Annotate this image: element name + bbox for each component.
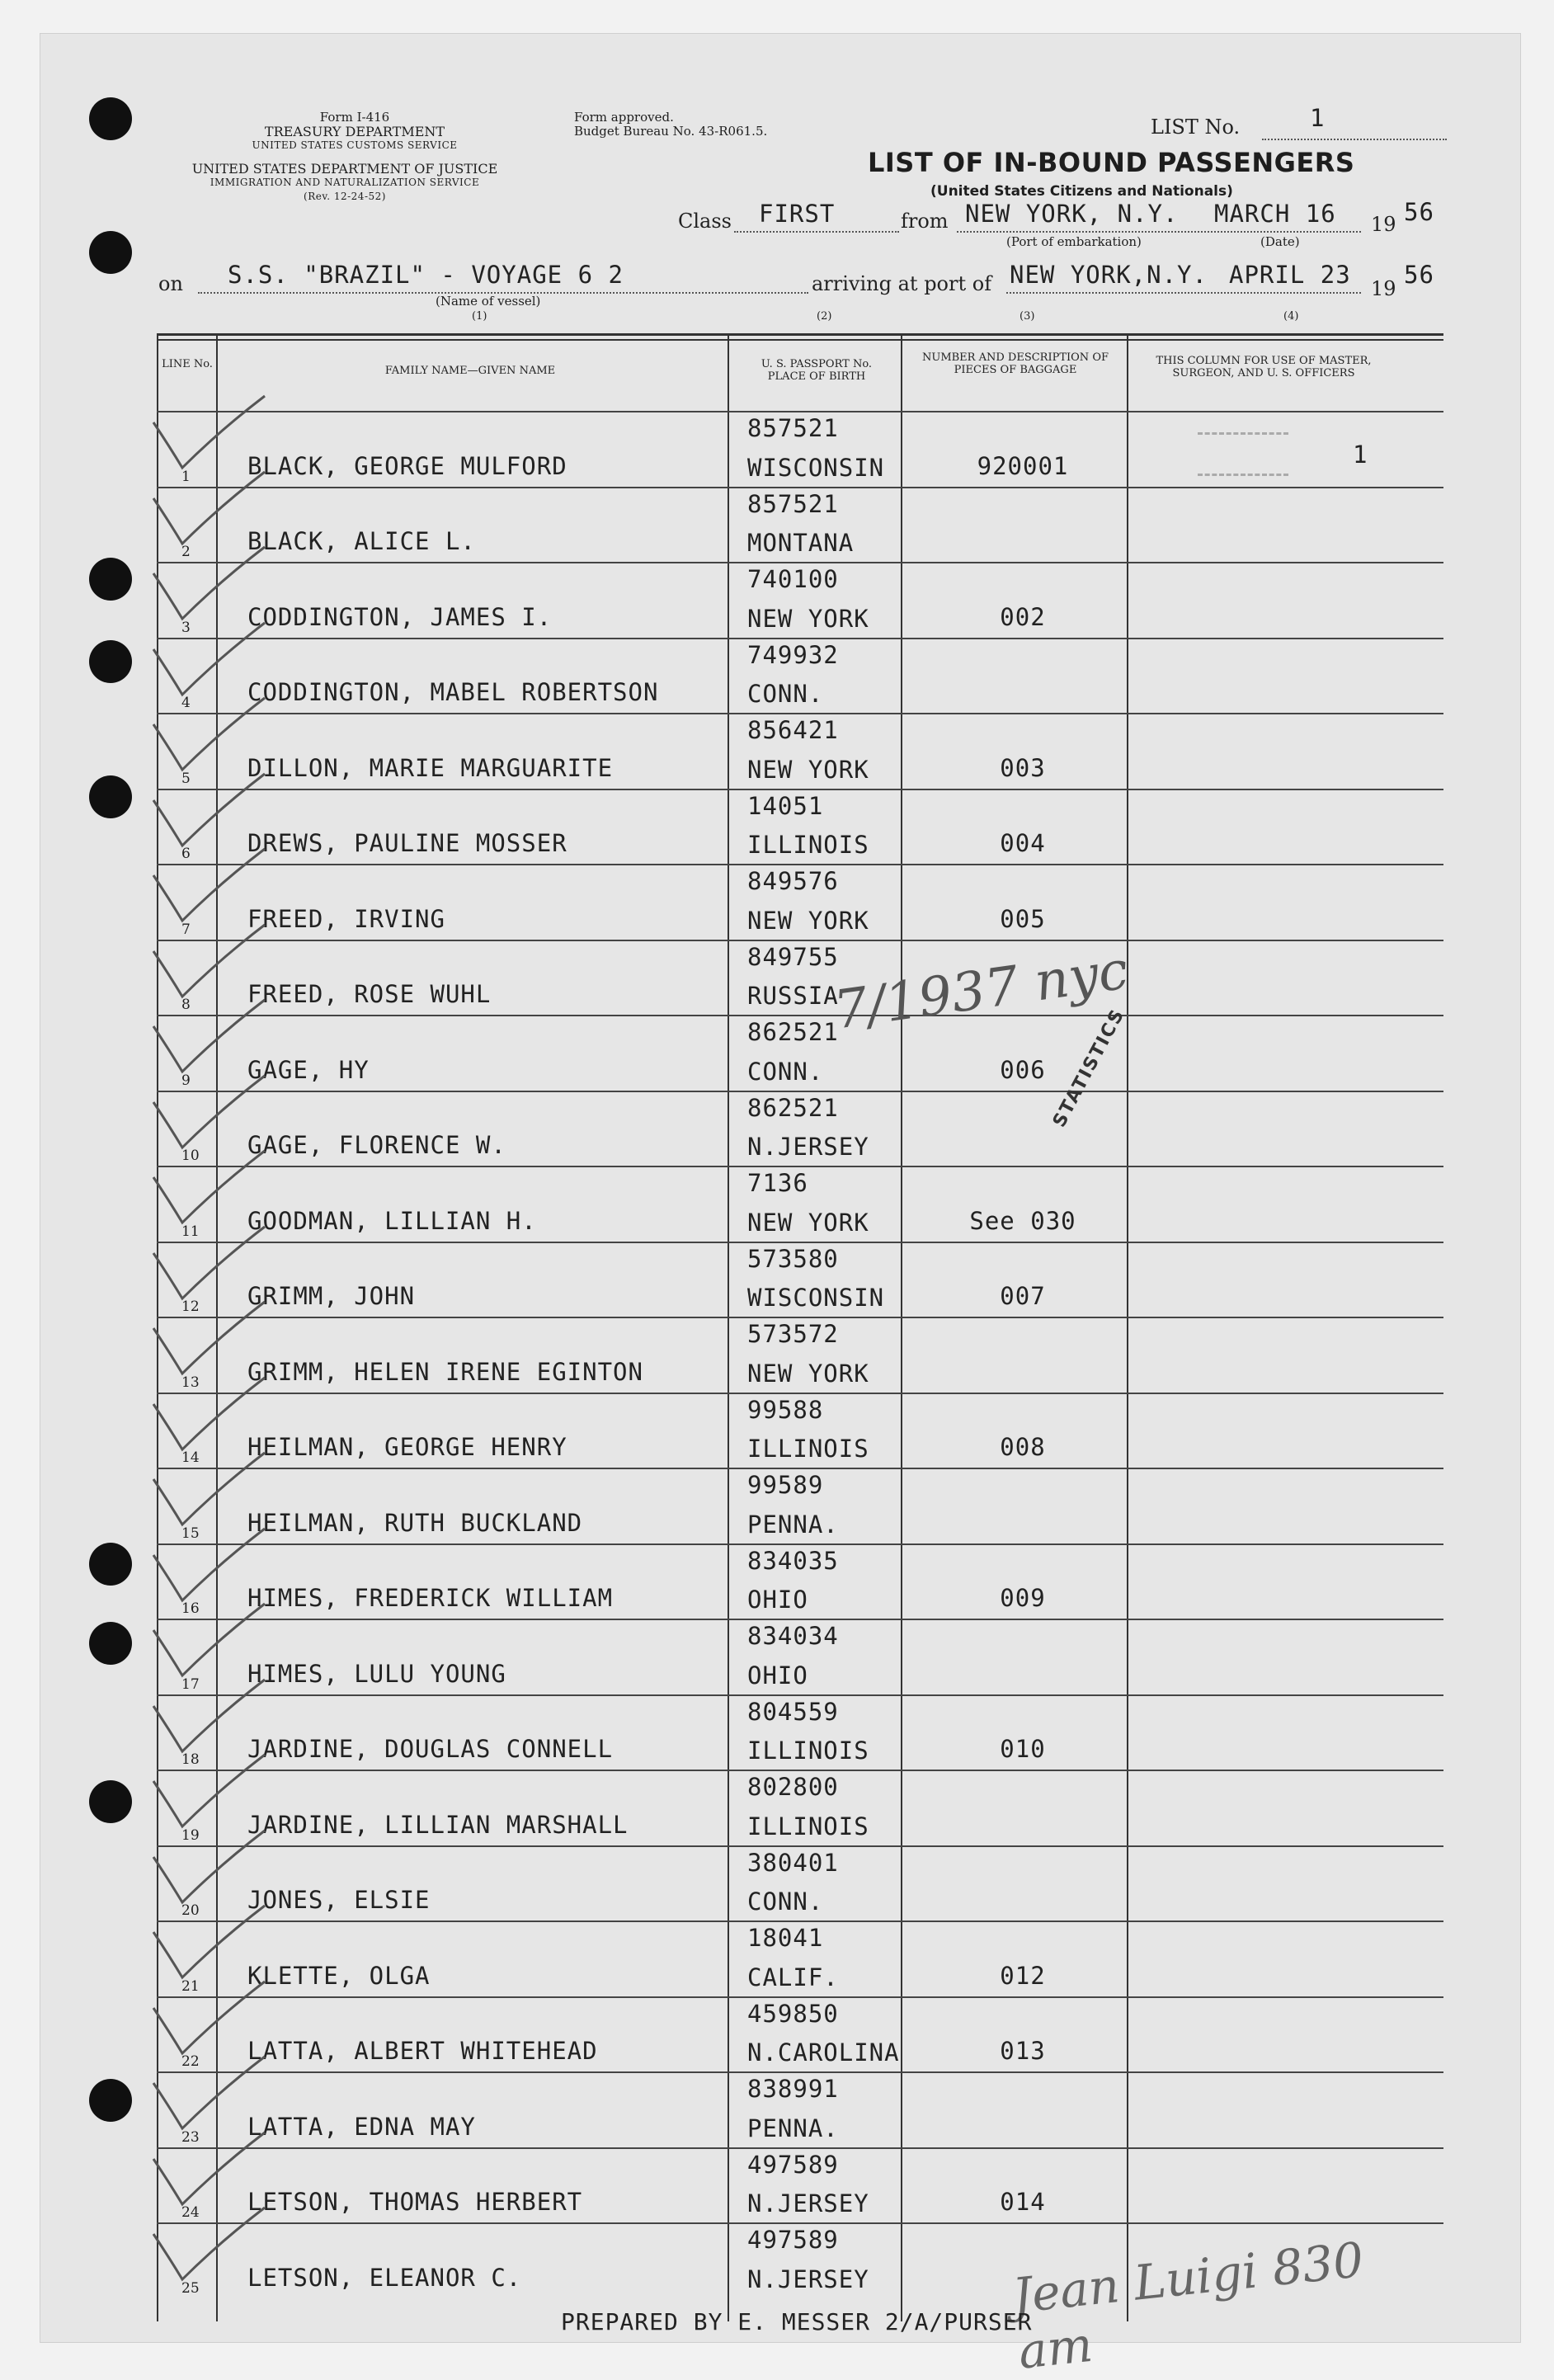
line-number: 3 bbox=[181, 619, 191, 636]
baggage-number: 003 bbox=[1000, 753, 1046, 782]
passenger-name: HIMES, LULU YOUNG bbox=[247, 1659, 506, 1688]
line-number: 22 bbox=[181, 2053, 200, 2070]
place-of-birth: NEW YORK bbox=[747, 604, 869, 633]
passport-number: 838991 bbox=[747, 2075, 839, 2103]
punch-hole bbox=[89, 1780, 132, 1823]
place-of-birth: OHIO bbox=[747, 1661, 808, 1690]
passport-number: 834035 bbox=[747, 1546, 839, 1575]
passenger-name: HEILMAN, RUTH BUCKLAND bbox=[247, 1508, 583, 1537]
punch-hole bbox=[89, 1622, 132, 1665]
passport-number: 857521 bbox=[747, 414, 839, 442]
baggage-number: 012 bbox=[1000, 1961, 1046, 1990]
passenger-name: JARDINE, LILLIAN MARSHALL bbox=[247, 1810, 629, 1839]
col-number-4: (4) bbox=[1283, 310, 1299, 323]
passport-number: 804559 bbox=[747, 1697, 839, 1726]
table-row bbox=[157, 1996, 1443, 2074]
passenger-name: DILLON, MARIE MARGUARITE bbox=[247, 753, 614, 782]
statistics-stamp: STATISTICS bbox=[1049, 1005, 1129, 1131]
prepared-by-footer: PREPARED BY E. MESSER 2/A/PURSER bbox=[561, 2308, 1033, 2335]
place-of-birth: N.CAROLINA bbox=[747, 2038, 900, 2067]
passenger-name: LATTA, ALBERT WHITEHEAD bbox=[247, 2037, 598, 2065]
passport-number: 849576 bbox=[747, 867, 839, 895]
baggage-number: 010 bbox=[1000, 1735, 1046, 1763]
punch-hole bbox=[89, 1543, 132, 1586]
line-number: 1 bbox=[181, 468, 191, 485]
vessel-caption: (Name of vessel) bbox=[436, 294, 541, 309]
table-row bbox=[157, 487, 1443, 564]
erased-mark bbox=[1198, 432, 1288, 441]
line-number: 6 bbox=[181, 846, 191, 862]
table-row bbox=[157, 562, 1443, 639]
form-header-left bbox=[231, 111, 478, 153]
place-of-birth: WISCONSIN bbox=[747, 453, 885, 482]
col-header-line: LINE No. bbox=[162, 358, 213, 370]
passenger-name: LETSON, THOMAS HERBERT bbox=[247, 2188, 583, 2216]
revision-date: (Rev. 12-24-52) bbox=[304, 191, 386, 202]
embark-port: NEW YORK, N.Y. bbox=[965, 200, 1179, 228]
col-header-name: FAMILY NAME—GIVEN NAME bbox=[384, 365, 556, 377]
line-number: 21 bbox=[181, 1977, 200, 1995]
punch-hole bbox=[89, 640, 132, 683]
baggage-number: See 030 bbox=[969, 1206, 1076, 1235]
passport-number: 749932 bbox=[747, 640, 839, 669]
line-number: 19 bbox=[181, 1826, 200, 1844]
form-approved: Form approved. bbox=[574, 110, 674, 125]
customs-service: UNITED STATES CUSTOMS SERVICE bbox=[252, 139, 458, 151]
passenger-name: GRIMM, JOHN bbox=[247, 1282, 416, 1310]
place-of-birth: WISCONSIN bbox=[747, 1284, 885, 1312]
place-of-birth: N.JERSEY bbox=[747, 1133, 869, 1161]
table-row bbox=[157, 789, 1443, 866]
table-row bbox=[157, 940, 1443, 1017]
passport-number: 380401 bbox=[747, 1848, 839, 1877]
passport-number: 740100 bbox=[747, 565, 839, 593]
place-of-birth: NEW YORK bbox=[747, 1208, 869, 1237]
place-of-birth: OHIO bbox=[747, 1586, 808, 1614]
table-row bbox=[157, 1845, 1443, 1923]
table-row bbox=[157, 1770, 1443, 1847]
table-row bbox=[157, 1166, 1443, 1243]
baggage-number: 920001 bbox=[977, 451, 1069, 480]
table-row bbox=[157, 1694, 1443, 1772]
col-number-3: (3) bbox=[1020, 310, 1035, 323]
class-label: Class bbox=[678, 210, 732, 233]
line-number: 5 bbox=[181, 770, 191, 787]
arrival-year: 56 bbox=[1404, 261, 1434, 289]
passenger-name: BLACK, GEORGE MULFORD bbox=[247, 451, 567, 480]
line-number: 15 bbox=[181, 1525, 200, 1542]
col-header-baggage: NUMBER AND DESCRIPTION OF PIECES OF BAGGAGE bbox=[921, 351, 1109, 376]
passenger-name: GRIMM, HELEN IRENE EGINTON bbox=[247, 1357, 643, 1386]
list-no-value: 1 bbox=[1310, 104, 1326, 132]
justice-dept: UNITED STATES DEPARTMENT OF JUSTICE bbox=[191, 161, 498, 177]
passport-number: 497589 bbox=[747, 2150, 839, 2179]
table-row bbox=[157, 1091, 1443, 1168]
line-number: 25 bbox=[181, 2279, 200, 2297]
baggage-number: 008 bbox=[1000, 1433, 1046, 1461]
page-title: LIST OF IN-BOUND PASSENGERS bbox=[868, 147, 1355, 178]
arriving-label: arriving at port of bbox=[812, 272, 992, 295]
punch-hole bbox=[89, 231, 132, 274]
passport-number: 849755 bbox=[747, 942, 839, 971]
place-of-birth: CALIF. bbox=[747, 1963, 839, 1991]
table-row bbox=[157, 638, 1443, 715]
year-prefix: 19 bbox=[1371, 213, 1396, 236]
table-row bbox=[157, 1242, 1443, 1319]
page-subtitle: (United States Citizens and Nationals) bbox=[930, 183, 1233, 200]
passport-number: 862521 bbox=[747, 1018, 839, 1046]
col-header-officers: THIS COLUMN FOR USE OF MASTER, SURGEON, AND U. S. OFFICERS bbox=[1156, 355, 1372, 379]
table-row bbox=[157, 1468, 1443, 1545]
table-row bbox=[157, 1015, 1443, 1092]
embark-date: MARCH 16 bbox=[1214, 200, 1336, 228]
col-header-passport: U. S. PASSPORT No. PLACE OF BIRTH bbox=[761, 358, 873, 383]
passenger-name: FREED, ROSE WUHL bbox=[247, 980, 492, 1008]
passenger-name: KLETTE, OLGA bbox=[247, 1961, 431, 1990]
passenger-name: FREED, IRVING bbox=[247, 904, 445, 933]
punch-hole bbox=[89, 97, 132, 140]
place-of-birth: ILLINOIS bbox=[747, 1812, 869, 1840]
line-number: 2 bbox=[181, 544, 191, 560]
passport-number: 459850 bbox=[747, 1999, 839, 2028]
passenger-name: CODDINGTON, JAMES I. bbox=[247, 602, 553, 631]
table-row bbox=[157, 864, 1443, 941]
line-number: 20 bbox=[181, 1902, 200, 1919]
place-of-birth: CONN. bbox=[747, 1057, 824, 1086]
table-row bbox=[157, 1543, 1443, 1621]
passenger-name: GAGE, HY bbox=[247, 1055, 370, 1084]
place-of-birth: PENNA. bbox=[747, 1510, 839, 1539]
place-of-birth: ILLINOIS bbox=[747, 1737, 869, 1765]
passport-number: 573572 bbox=[747, 1320, 839, 1348]
passport-number: 18041 bbox=[747, 1924, 824, 1952]
baggage-number: 002 bbox=[1000, 602, 1046, 631]
line-number: 16 bbox=[181, 1600, 200, 1617]
passport-number: 834034 bbox=[747, 1622, 839, 1650]
handwritten-note: 7/1937 nyc bbox=[830, 940, 1133, 1042]
line-number: 23 bbox=[181, 2128, 200, 2146]
baggage-number: 013 bbox=[1000, 2037, 1046, 2065]
erased-mark bbox=[1198, 474, 1288, 483]
on-label: on bbox=[158, 272, 183, 295]
place-of-birth: RUSSIA bbox=[747, 982, 839, 1010]
place-of-birth: CONN. bbox=[747, 1888, 824, 1916]
passenger-name: HEILMAN, GEORGE HENRY bbox=[247, 1433, 567, 1461]
baggage-number: 006 bbox=[1000, 1055, 1046, 1084]
arrival-date: APRIL 23 bbox=[1229, 261, 1351, 289]
place-of-birth: NEW YORK bbox=[747, 755, 869, 784]
passenger-name: BLACK, ALICE L. bbox=[247, 527, 476, 555]
table-row bbox=[157, 1619, 1443, 1696]
passport-number: 14051 bbox=[747, 791, 824, 820]
line-number: 17 bbox=[181, 1675, 200, 1693]
arrival-port: NEW YORK,N.Y. bbox=[1010, 261, 1208, 289]
line-number: 13 bbox=[181, 1374, 200, 1391]
passport-number: 856421 bbox=[747, 716, 839, 744]
list-no-label: LIST No. bbox=[1151, 115, 1241, 139]
line-number: 12 bbox=[181, 1298, 200, 1315]
passenger-name: LATTA, EDNA MAY bbox=[247, 2112, 476, 2141]
passport-number: 497589 bbox=[747, 2226, 839, 2254]
line-number: 9 bbox=[181, 1072, 191, 1089]
line-number: 7 bbox=[181, 921, 191, 938]
place-of-birth: NEW YORK bbox=[747, 906, 869, 935]
line-number: 24 bbox=[181, 2204, 200, 2221]
punch-hole bbox=[89, 775, 132, 818]
passenger-name: JARDINE, DOUGLAS CONNELL bbox=[247, 1735, 614, 1763]
passport-number: 7136 bbox=[747, 1169, 808, 1197]
vessel-name: S.S. "BRAZIL" - VOYAGE 6 2 bbox=[228, 261, 624, 289]
passenger-name: LETSON, ELEANOR C. bbox=[247, 2263, 522, 2292]
passport-number: 573580 bbox=[747, 1244, 839, 1273]
form-number: Form I-416 bbox=[319, 110, 390, 125]
baggage-number: 005 bbox=[1000, 904, 1046, 933]
passport-number: 862521 bbox=[747, 1093, 839, 1122]
passport-number: 857521 bbox=[747, 489, 839, 518]
signature: Jean Luigi 830 am bbox=[1010, 2231, 1367, 2380]
punch-hole bbox=[89, 2079, 132, 2122]
place-of-birth: N.JERSEY bbox=[747, 2265, 869, 2293]
class-value: FIRST bbox=[759, 200, 836, 228]
col-number-1: (1) bbox=[472, 310, 487, 323]
treasury-dept: TREASURY DEPARTMENT bbox=[264, 124, 445, 139]
punch-hole bbox=[89, 558, 132, 601]
justice-block bbox=[155, 162, 534, 204]
line-number: 10 bbox=[181, 1148, 200, 1164]
line-number: 8 bbox=[181, 997, 191, 1013]
table-row bbox=[157, 713, 1443, 790]
baggage-number: 009 bbox=[1000, 1584, 1046, 1612]
table-row bbox=[157, 1920, 1443, 1998]
passenger-name: DREWS, PAULINE MOSSER bbox=[247, 829, 567, 857]
passenger-name: GOODMAN, LILLIAN H. bbox=[247, 1206, 537, 1235]
passport-number: 99589 bbox=[747, 1471, 824, 1499]
line-number: 18 bbox=[181, 1751, 200, 1768]
place-of-birth: ILLINOIS bbox=[747, 831, 869, 859]
date-caption: (Date) bbox=[1260, 234, 1300, 249]
place-of-birth: NEW YORK bbox=[747, 1359, 869, 1388]
year-prefix-2: 19 bbox=[1371, 277, 1396, 300]
passenger-name: GAGE, FLORENCE W. bbox=[247, 1131, 506, 1159]
line-number: 4 bbox=[181, 695, 191, 711]
from-label: from bbox=[901, 210, 949, 233]
immigration-service: IMMIGRATION AND NATURALIZATION SERVICE bbox=[210, 177, 480, 188]
baggage-number: 014 bbox=[1000, 2188, 1046, 2216]
baggage-number: 004 bbox=[1000, 829, 1046, 857]
officer-note: 1 bbox=[1353, 441, 1368, 469]
place-of-birth: ILLINOIS bbox=[747, 1435, 869, 1463]
place-of-birth: MONTANA bbox=[747, 529, 855, 557]
passenger-name: JONES, ELSIE bbox=[247, 1886, 431, 1914]
place-of-birth: PENNA. bbox=[747, 2114, 839, 2142]
place-of-birth: CONN. bbox=[747, 680, 824, 708]
col-number-2: (2) bbox=[817, 310, 832, 323]
budget-bureau: Budget Bureau No. 43-R061.5. bbox=[574, 124, 768, 139]
passport-number: 99588 bbox=[747, 1395, 824, 1424]
table-row bbox=[157, 2071, 1443, 2149]
table-row bbox=[157, 1317, 1443, 1394]
line-number: 14 bbox=[181, 1449, 200, 1466]
passport-number: 802800 bbox=[747, 1773, 839, 1801]
passenger-name: CODDINGTON, MABEL ROBERTSON bbox=[247, 678, 659, 706]
table-row bbox=[157, 2147, 1443, 2225]
place-of-birth: N.JERSEY bbox=[747, 2189, 869, 2217]
passenger-name: HIMES, FREDERICK WILLIAM bbox=[247, 1584, 614, 1612]
embark-year: 56 bbox=[1404, 198, 1434, 226]
port-embark-caption: (Port of embarkation) bbox=[1006, 234, 1142, 249]
baggage-number: 007 bbox=[1000, 1282, 1046, 1310]
approval-block bbox=[574, 111, 767, 139]
table-row bbox=[157, 1393, 1443, 1470]
line-number: 11 bbox=[181, 1223, 200, 1240]
